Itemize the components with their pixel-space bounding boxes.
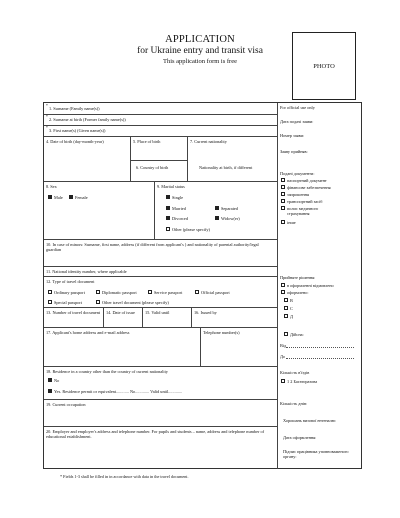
checkbox-residence-no[interactable] bbox=[48, 378, 52, 382]
official-officer: Хорошань визової ентеналю: bbox=[283, 418, 337, 423]
official-column-divider bbox=[277, 103, 278, 469]
label-widowed: Widow(er) bbox=[221, 215, 240, 221]
field-minors-guardian[interactable]: 10. In case of minors: Surname, first name, address (if different from applicant's ) and nationality of parental authority/legal guardian bbox=[46, 242, 259, 253]
official-doc-checkbox[interactable] bbox=[281, 185, 285, 189]
official-date-received: Дата подачі заяви: bbox=[280, 119, 314, 124]
label-ordinary-passport: Ordinary passport bbox=[54, 289, 85, 295]
official-doc-checkbox[interactable] bbox=[281, 199, 285, 203]
official-decision-checkbox[interactable] bbox=[281, 283, 285, 287]
checkbox-married[interactable] bbox=[166, 206, 170, 210]
official-decision-opt: в оформленні відмовлено bbox=[287, 282, 334, 288]
field-2-star: * bbox=[46, 115, 48, 119]
label-other-travel-document: Other travel document (please specify) bbox=[102, 299, 169, 305]
field-first-name[interactable]: 3. First name(s) (Given name(s)) bbox=[49, 128, 106, 133]
field-country-of-birth[interactable]: 6. Country of birth bbox=[136, 165, 169, 170]
official-from: Від bbox=[280, 343, 287, 348]
field-telephone[interactable]: Telephone number(s) bbox=[203, 330, 240, 335]
official-decision-checkbox[interactable] bbox=[281, 290, 285, 294]
checkbox-service-passport[interactable] bbox=[148, 290, 152, 294]
checkbox-special-passport[interactable] bbox=[48, 300, 52, 304]
official-to: До bbox=[280, 354, 286, 359]
checkbox-widowed[interactable] bbox=[215, 216, 219, 220]
checkbox-other-travel-document[interactable] bbox=[96, 300, 100, 304]
official-type-label: С bbox=[290, 305, 293, 311]
photo-box bbox=[292, 32, 356, 100]
label-single: Single bbox=[172, 194, 183, 200]
checkbox-female[interactable] bbox=[69, 195, 73, 199]
official-doc-checkbox[interactable] bbox=[281, 206, 285, 210]
official-doc-checkbox[interactable] bbox=[281, 192, 285, 196]
field-marital-status: 9. Marital status bbox=[157, 184, 185, 189]
field-sex: 8. Sex bbox=[46, 184, 57, 189]
label-special-passport: Special passport bbox=[54, 299, 83, 305]
official-received-by: Заяву прийняв: bbox=[280, 149, 308, 154]
field-residence-other-country: 18. Residence in a country other than the country of current nationality bbox=[46, 369, 168, 374]
field-valid-until[interactable]: 15. Valid until bbox=[145, 310, 170, 315]
checkbox-separated[interactable] bbox=[215, 206, 219, 210]
official-entries: Кількість в'їздів bbox=[280, 370, 310, 375]
official-entries-opts: 1 2 Багаторазова bbox=[287, 378, 318, 384]
official-issue-date: Дата оформлення: bbox=[283, 435, 317, 440]
label-service-passport: Service passport bbox=[154, 289, 183, 295]
form-title: APPLICATION bbox=[165, 34, 235, 45]
official-type-checkbox[interactable] bbox=[284, 306, 288, 310]
field-nationality-at-birth[interactable]: Nationality at birth, if different bbox=[199, 165, 253, 170]
footnote: * Fields 1-3 shall be filled in in accordance with data in the travel document. bbox=[60, 474, 189, 479]
field-3-star: * bbox=[46, 126, 48, 130]
official-valid-checkbox[interactable] bbox=[284, 332, 288, 336]
field-date-of-issue[interactable]: 14. Date of issue bbox=[106, 310, 135, 315]
official-valid: Дійсна: bbox=[290, 331, 304, 337]
official-app-number: Номер заяви: bbox=[280, 133, 305, 138]
field-travel-document-number[interactable]: 13. Number of travel document bbox=[46, 310, 101, 315]
label-residence-no: No bbox=[54, 377, 60, 383]
field-current-occupation[interactable]: 19. Current occupation bbox=[46, 402, 86, 407]
official-heading: For official use only bbox=[280, 105, 315, 110]
checkbox-ordinary-passport[interactable] bbox=[48, 290, 52, 294]
label-diplomatic-passport: Diplomatic passport bbox=[102, 289, 137, 295]
field-date-of-birth[interactable]: 4. Date of birth (day-month-year) bbox=[46, 139, 104, 144]
official-type-label: В bbox=[290, 297, 293, 303]
checkbox-diplomatic-passport[interactable] bbox=[96, 290, 100, 294]
field-employer[interactable]: 20. Employer and employer's address and telephone number. For pupils and students – name, address and telephone number of educational establishment. bbox=[46, 429, 265, 440]
label-other-marital: Other (please specify) bbox=[172, 226, 210, 232]
official-doc-item: інше bbox=[287, 219, 296, 225]
official-days: Кількість днів: bbox=[280, 401, 308, 406]
official-type-label: Д bbox=[290, 313, 293, 319]
official-decision: Прийняте рішення: bbox=[280, 275, 316, 280]
field-current-nationality[interactable]: 7. Current nationality bbox=[190, 139, 227, 144]
official-decision-opt: оформлено: bbox=[287, 289, 309, 295]
field-place-of-birth[interactable]: 5. Place of birth bbox=[133, 139, 161, 144]
form-subtitle: for Ukraine entry and transit visa bbox=[137, 46, 263, 56]
official-doc-item: фінансове забезпечення bbox=[287, 184, 331, 190]
official-doc-item: паспортний документ bbox=[287, 177, 327, 183]
label-female: Female bbox=[75, 194, 88, 200]
official-doc-checkbox[interactable] bbox=[281, 220, 285, 224]
checkbox-other-marital[interactable] bbox=[166, 227, 170, 231]
field-surname[interactable]: 1. Surname (Family name(s)) bbox=[49, 106, 100, 111]
official-doc-item: запрошення bbox=[287, 191, 309, 197]
field-national-id[interactable]: 11. National identity number, where applicable bbox=[46, 269, 127, 274]
official-entries-checkbox[interactable] bbox=[281, 379, 285, 383]
form-note: This application form is free bbox=[162, 58, 237, 65]
photo-label: PHOTO bbox=[313, 62, 335, 70]
label-separated: Separated bbox=[221, 205, 238, 211]
checkbox-official-passport[interactable] bbox=[195, 290, 199, 294]
official-doc-checkbox[interactable] bbox=[281, 178, 285, 182]
application-form bbox=[43, 102, 362, 469]
official-docs-heading: Подані документи: bbox=[280, 171, 315, 176]
field-travel-document-type: 12. Type of travel document bbox=[46, 279, 95, 284]
label-male: Male bbox=[54, 194, 63, 200]
checkbox-male[interactable] bbox=[48, 195, 52, 199]
official-type-checkbox[interactable] bbox=[284, 314, 288, 318]
field-surname-at-birth[interactable]: 2. Surname at birth (Former family name(s)) bbox=[49, 117, 126, 122]
checkbox-divorced[interactable] bbox=[166, 216, 170, 220]
official-signature: Підпис працівника уповноваженого органу: bbox=[283, 449, 349, 460]
checkbox-residence-yes[interactable] bbox=[48, 389, 52, 393]
label-official-passport: Official passport bbox=[201, 289, 230, 295]
official-doc-item: транспортний засіб bbox=[287, 198, 323, 204]
label-married: Married bbox=[172, 205, 186, 211]
field-home-address[interactable]: 17. Applicant's home address and e-mail address bbox=[46, 330, 130, 335]
field-issued-by[interactable]: 16. Issued by bbox=[194, 310, 217, 315]
field-1-star: * bbox=[46, 104, 48, 108]
label-divorced: Divorced bbox=[172, 215, 188, 221]
label-residence-yes: Yes. Residence permit or equivalent............ No............. Valid until............. bbox=[54, 388, 183, 394]
checkbox-single[interactable] bbox=[166, 195, 170, 199]
official-type-checkbox[interactable] bbox=[284, 298, 288, 302]
official-doc-item: полис медичного страхування bbox=[287, 205, 319, 216]
